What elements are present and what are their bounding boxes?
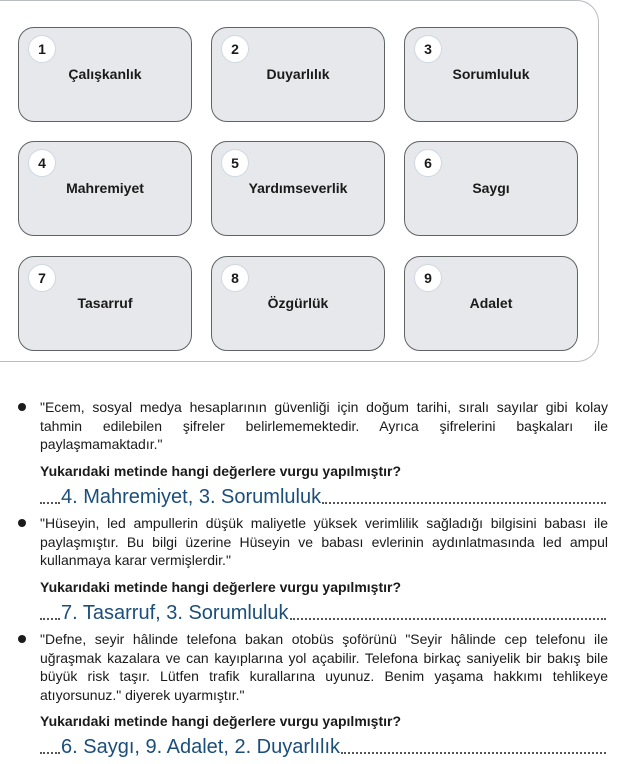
question-quote: "Defne, seyir hâlinde telefona bakan otobüs şoförünü "Seyir hâlinde cep telefonu ile uğraşmak kazalara ve can kayıplarına yol açabilir. Telefona birkaç saniyelik bir bakış bile büyük risk taşır. Lütfen trafik kurallarına uyunuz. Benim yaşama hakkımı tehlikeye atıyorsunuz." diyerek uyarmıştır." [40,631,608,703]
card-label: Çalışkanlık [68,66,142,82]
value-card-1 [18,27,192,122]
card-number: 2 [221,35,249,63]
dotted-leader [40,752,60,754]
question-prompt: Yukarıdaki metinde hangi değerlere vurgu yapılmıştır? [40,578,401,595]
card-label: Özgürlük [267,295,329,311]
values-panel [0,0,599,362]
card-number: 3 [414,35,442,63]
value-card-9 [404,256,578,351]
card-number: 8 [221,264,249,292]
card-label: Duyarlılık [266,66,330,82]
answer-line [40,733,606,759]
question-prompt: Yukarıdaki metinde hangi değerlere vurgu yapılmıştır? [40,462,401,479]
value-card-5 [211,141,385,236]
answer-text: 4. Mahremiyet, 3. Sorumluluk [61,485,322,508]
card-label: Yardımseverlik [248,180,348,196]
card-label: Mahremiyet [66,180,144,196]
bullet-icon [18,519,26,527]
dotted-leader [290,618,606,620]
card-number: 4 [28,149,56,177]
card-number: 7 [28,264,56,292]
card-label: Sorumluluk [452,66,530,82]
question-quote: "Hüseyin, led ampullerin düşük maliyetle yüksek verimlilik sağladığı bilgisini babası ile paylaşmıştır. Bu bilgi üzerine Hüseyin ve babası evlerinin aydınlatmasında led ampul kullanmaya karar vermişlerdir." [40,515,608,568]
dotted-leader [341,752,606,754]
card-label: Tasarruf [77,295,133,311]
card-number: 6 [414,149,442,177]
value-card-6 [404,141,578,236]
answer-text: 6. Saygı, 9. Adalet, 2. Duyarlılık [61,736,341,758]
value-card-2 [211,27,385,122]
question-1 [18,398,608,509]
bullet-icon [18,635,26,643]
card-label: Saygı [472,180,510,196]
value-card-3 [404,27,578,122]
question-2 [18,514,608,625]
dotted-leader [40,502,60,504]
answer-line [40,483,606,509]
card-number: 1 [28,35,56,63]
card-label: Adalet [469,295,513,311]
value-card-4 [18,141,192,236]
dotted-leader [322,502,606,504]
question-3 [18,630,608,759]
question-quote: "Ecem, sosyal medya hesaplarının güvenliği için doğum tarihi, sıralı sayılar gibi kolay tahmin edilebilen şifreler belirlememektedir. Ayrıca şifrelerini başkaları ile paylaşmamaktadır." [40,399,608,452]
question-prompt: Yukarıdaki metinde hangi değerlere vurgu yapılmıştır? [40,713,401,729]
value-card-8 [211,256,385,351]
answer-line [40,599,606,625]
card-number: 9 [414,264,442,292]
card-number: 5 [221,149,249,177]
bullet-icon [18,403,26,411]
dotted-leader [40,618,60,620]
value-card-7 [18,256,192,351]
answer-text: 7. Tasarruf, 3. Sorumluluk [61,601,289,624]
